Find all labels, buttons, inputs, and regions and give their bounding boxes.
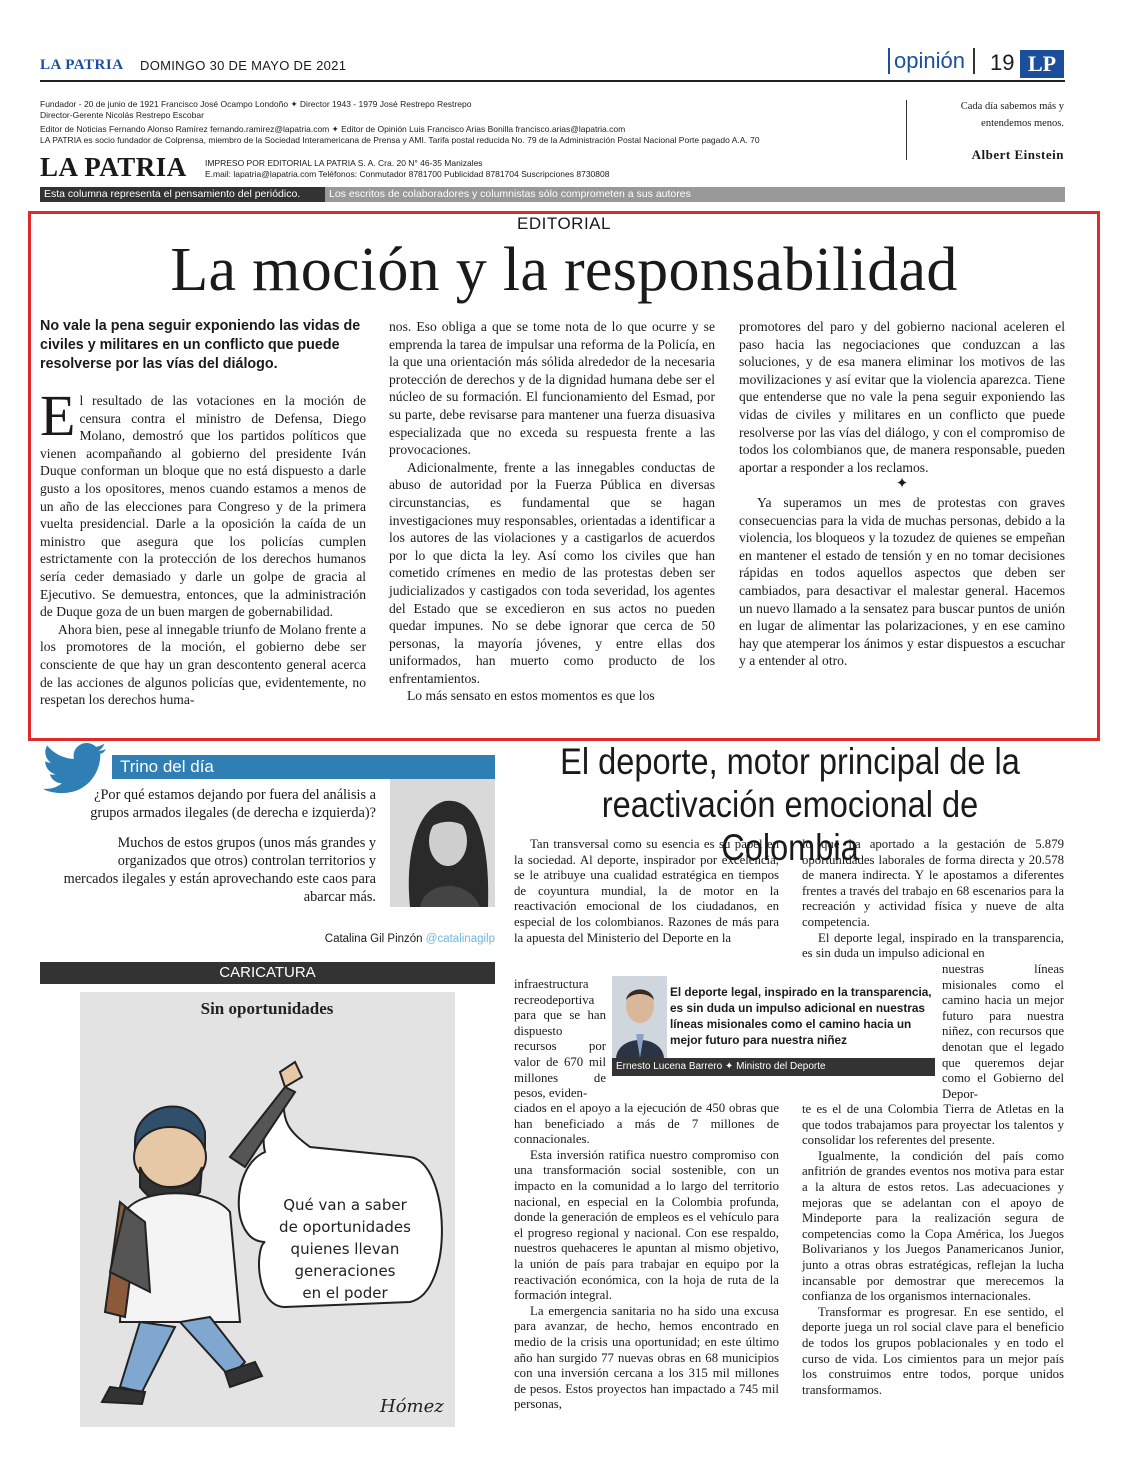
article-title-line: El deporte, motor principal de la (560, 741, 1020, 782)
caricature-image (80, 992, 455, 1427)
trino-author (200, 933, 495, 945)
quote-author: Albert Einstein (971, 147, 1064, 162)
article-paragraph: Esta inversión ratifica nuestro compromiso con una transformación social sostenible, con un impacto en la comunidad a lo largo del territorio nacional, en especial en la Colombia profunda, donde la generación de empleos es el vehículo para el progreso regional y nacional. Con ese respaldo, nuestros quehaceres le apuntan al mismo objetivo, la unión de país para trabajar en equipo por la reactivación económica, con la hoja de ruta de la formación integral. (514, 1147, 779, 1303)
article-column-2-bottom (802, 1102, 1064, 1398)
credit-line-1: Fundador - 20 de junio de 1921 Francisco José Ocampo Londoño ✦ Director 1943 - 1979 José Restrepo Restrepo (40, 99, 472, 109)
editorial-paragraph: Adicionalmente, frente a las innegables conductas de abuso de autoridad por la Fuerza Pública en diversas circunstancias, es fundamental que se hagan investigaciones muy responsables, orientadas a identificar a los autores de las violaciones y a castigarlos de acuerdos por lo que dicta la ley. Así como los civiles que han cometido crímenes en medio de las protestas deben ser judicializados y castigados con toda severidad, los agentes del Estado que se excedieron en sus actos no pueden quedar impunes. No se debe ignorar que cerca de 50 personas, la mayoría jóvenes, y entre ellas dos uniformados, han muerto como producto de los enfrentamientos. (389, 459, 715, 686)
credit-line-2: Director-Gerente Nicolás Restrepo Escobar (40, 110, 204, 120)
caricature-label: CARICATURA (40, 962, 495, 984)
daily-quote: Cada día sabemos más y entendemos menos. (960, 101, 1064, 129)
editorial-paragraph: Lo más sensato en estos momentos es que los (407, 688, 655, 704)
article-narrow-text: infraestructura recreodeportiva para que se han dispuesto recursos por valor de 670 mil millones de pesos, eviden- (514, 977, 606, 1101)
trino-author-name: Catalina Gil Pinzón (324, 933, 423, 945)
article-column-1 (514, 837, 779, 946)
bubble-line: de oportunidades (279, 1218, 411, 1236)
article-title-line: reactivación emocional de Colombia (601, 784, 979, 868)
editorial-column-2 (389, 318, 715, 705)
top-rule (40, 80, 1065, 82)
article-paragraph: ciados en el apoyo a la ejecución de 450 obras que han beneficiado a más de 7 millones de connacionales. (514, 1101, 779, 1147)
page-number: 19 (990, 50, 1015, 75)
disclaimer-editorial: Esta columna representa el pensamiento del periódico. (40, 187, 325, 202)
issue-date: DOMINGO 30 DE MAYO DE 2021 (140, 58, 347, 73)
printer-line-1: IMPRESO POR EDITORIAL LA PATRIA S. A. Cra. 20 N° 46-35 Manizales (205, 158, 483, 168)
article-narrow-text: nuestras líneas misionales como el camino hacia un mejor futuro para nuestra niñez, con recursos que denotan que el legado que queremos dejar como el Gobierno del Depor- (942, 962, 1064, 1101)
caricature-signature: Hómez (380, 1396, 444, 1417)
editorial-title: La moción y la responsabilidad (170, 236, 958, 304)
bubble-line: generaciones (294, 1262, 396, 1280)
lp-logo: LP (1020, 50, 1064, 78)
article-author-bar: Ernesto Lucena Barrero ✦ Ministro del Deporte (612, 1058, 935, 1076)
article-column-1-bottom (514, 1101, 779, 1413)
article-paragraph: Transformar es progresar. En ese sentido, el deporte juega un rol social clave para el beneficio de todos los grupos poblacionales y en todo el curso de vida. Los cimientos para un mejor país los construimos entre todos, porque unidos transformamos. (802, 1304, 1064, 1397)
trino-paragraph: Muchos de estos grupos (unos más grandes y organizados que otros) controlan territorios y mercados ilegales y están aprovechando este caos para abarcar más. (63, 835, 376, 905)
author-photo (390, 779, 495, 907)
drop-cap: E (40, 383, 76, 448)
printer-line-2: E.mail: lapatria@lapatria.com Teléfonos: Conmutador 8781700 Publicidad 8781704 Suscripciones 8730808 (205, 169, 610, 179)
caricature-title: Sin oportunidades (200, 999, 334, 1018)
bubble-line: quienes llevan (290, 1240, 400, 1258)
article-column-2 (802, 837, 1064, 962)
minister-photo (612, 976, 667, 1058)
article-paragraph: El deporte legal, inspirado en la transparencia, es sin duda un impulso adicional en (802, 930, 1064, 961)
trino-handle: @catalinagilp (425, 933, 495, 945)
article-paragraph: lo que ha aportado a la gestación de 5.879 oportunidades laborales de forma directa y 20.578 de manera indirecta. Y le apostamos a diferentes frentes a través del trabajo en 68 escenarios para la recreación y actividad física y nueve de alta competencia. (802, 837, 1064, 929)
editorial-kicker: EDITORIAL (517, 214, 611, 233)
credit-line-3: Editor de Noticias Fernando Alonso Ramírez fernando.ramirez@lapatria.com ✦ Editor de Opinión Luis Francisco Arias Bonilla francisco.arias@lapatria.com (40, 124, 626, 134)
disclaimer-columnists: Los escritos de colaboradores y columnistas sólo comprometen a sus autores (325, 187, 1065, 202)
editorial-column-1 (40, 383, 367, 709)
editorial-paragraph: El resultado de las votaciones en la moción de censura contra el ministro de Defensa, Diego Molano, demostró que los partidos políticos que vienen acompañando al gobierno del presidente Iván Duque conforman un bloque que no está dispuesto a darle gusto a los opositores, menos cuando estamos a menos de un año de las elecciones para Congreso y de la primera vuelta presidencial. Darle a la oposición la caída de un ministro que asegura que los policías cumplen estrictamente con la protección de los derechos humanos sería ceder demasiado y darle un golpe de gracia al Ejecutivo. Se demuestra, entonces, que la administración de Duque goza de un buen margen de gobernabilidad. (40, 383, 366, 620)
article-paragraph: Igualmente, la condición del país como anfitrión de grandes eventos nos motiva para estar a la altura de estos retos. Las adecuaciones y mejoras que se adelantan con el apoyo de Mindeporte para la realización segura de competencias como la Copa América, los Juegos Bolivarianos y los Juegos Panamericanos Junior, junto a otras obras estratégicas, reflejan la lucha incansable por demostrar que merecemos la confianza de los organismos internacionales. (802, 1148, 1064, 1304)
article-paragraph: Tan transversal como su esencia es su papel en la sociedad. Al deporte, inspirador por excelencia, se le atribuye una cualidad estratégica en tiempos de coyuntura mundial, la de motor en la reactivación emocional de los ciudadanos, en especial de los colombianos. Razones de más para la apuesta del Ministerio del Deporte en la (514, 837, 779, 945)
article-paragraph: te es el de una Colombia Tierra de Atletas en la que todos trabajamos para proyectar los talentos y consolidar los referentes del presente. (802, 1102, 1064, 1148)
editorial-column-3 (739, 318, 1065, 670)
masthead-logo: LA PATRIA (40, 152, 187, 182)
bubble-line: en el poder (302, 1284, 388, 1302)
editorial-paragraph: promotores del paro y del gobierno nacional aceleren el paso hacia las negociaciones que conduzcan a las soluciones, y de esa manera eliminar los motivos de las movilizaciones y así evitar que la violencia aparezca. Tiene que entenderse que no vale la pena seguir exponiendo las vidas de civiles y militares en un conflicto que puede resolverse por las vías del diálogo, y con el compromiso de todos los colombianos que, de manera responsable, pueden aportar a responder a los reclamos. (739, 319, 1065, 475)
editorial-paragraph: Ya superamos un mes de protestas con graves consecuencias para la vida de muchas personas, debido a la violencia, los bloqueos y la tozudez de quienes se empeñan en mantener el estado de tensión y en no tomar decisiones rápidas en todos aquellos aspectos que deben ser cambiados, para desactivar el malestar general. Hacemos un nuevo llamado a la sensatez para buscar puntos de unión en lugar de alimentar las polarizaciones, y en ese camino hay que atemperar los ánimos y estar dispuestos a escuchar y a entender al otro. (739, 494, 1065, 669)
editorial-paragraph: nos. Eso obliga a que se tome nota de lo que ocurre y se emprenda la tarea de impulsar una reforma de la Policía, en la que una orientación más sólida alrededor de la necesaria protección de derechos y de la dignidad humana debe ser el núcleo de su formación. El funcionamiento del Esmad, por su parte, debe revisarse para mantener una fuerza disuasiva especializada que no exceda su respuesta frente a las provocaciones. (389, 319, 715, 458)
article-paragraph: La emergencia sanitaria no ha sido una excusa para avanzar, de hecho, hemos encontrado en medio de la crisis una oportunidad; en este último año han surgido 77 nuevas obras en 68 municipios con una inversión cercana a los 315 mil millones de pesos. Estos proyectos han impactado a 745 mil personas, (514, 1303, 779, 1412)
printer-info (205, 158, 609, 180)
bubble-line: Qué van a saber (283, 1196, 407, 1214)
section-name: opinión (888, 48, 975, 74)
diamond-separator-icon: ✦ (895, 476, 909, 493)
editorial-lead: No vale la pena seguir exponiendo las vidas de civiles y militares en un conflicto que puede resolverse por las vías del diálogo. (40, 318, 361, 372)
brand-name: LA PATRIA (40, 57, 124, 73)
pull-quote: El deporte legal, inspirado en la transparencia, es sin duda un impulso adicional en nuestras líneas misionales como el camino hacia un mejor futuro para nuestra niñez (670, 985, 932, 1047)
quote-divider (906, 100, 907, 160)
caricature-panel (80, 992, 455, 1427)
trino-label: Trino del día (120, 757, 214, 776)
editorial-paragraph: Ahora bien, pese al innegable triunfo de Molano frente a los promotores de la moción, el gobierno debe ser consciente de que hay un gran descontento general acerca de las acciones de algunos policías que, evidentemente, no respetan los derechos huma- (40, 621, 367, 708)
trino-paragraph: ¿Por qué estamos dejando por fuera del análisis a grupos armados ilegales (de derecha e izquierda)? (90, 787, 376, 821)
credit-line-4: LA PATRIA es socio fundador de Colprensa, miembro de la Sociedad Interamericana de Prensa y AMI. Tarifa postal reducida No. 79 de la Administración Postal Nacional Porte pagado A.A. 70 (40, 135, 760, 145)
trino-text (60, 786, 376, 918)
